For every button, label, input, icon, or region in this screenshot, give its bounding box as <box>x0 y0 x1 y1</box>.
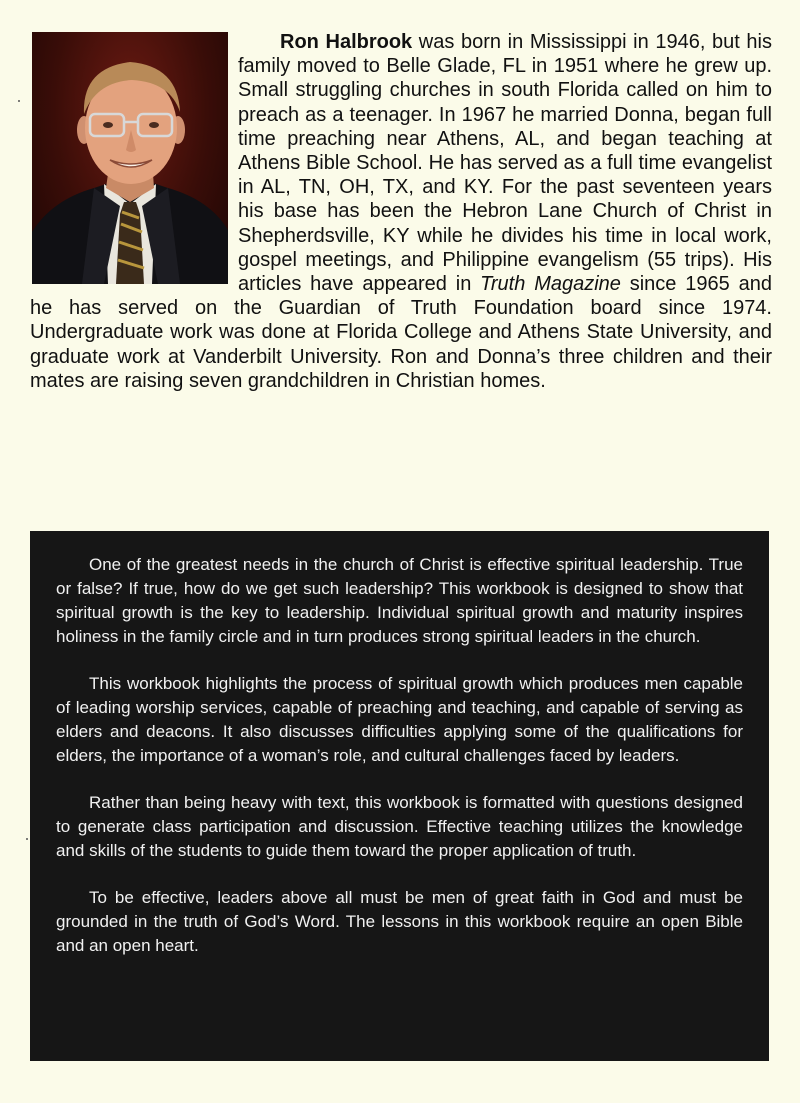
photo-spacer <box>30 30 238 280</box>
bio-text-part-1: was born in Mississippi in 1946, but his family moved to Belle Glade, FL in 1951 where he grew up. Small struggling churches in south Florida called on him to preach as a teenager. In 1967 he married Donna, began full time preaching near Athens, AL, and began teaching at Athens Bible School. He has served as a full time evangelist in AL, TN, OH, TX, and KY. For the past seventeen years his base has been the Hebron Lane Church of Christ in Shepherdsville, KY while he divides his time in local work, gospel meetings, and Philippine evangelism (55 trips). His articles have appeared in <box>238 31 772 296</box>
description-paragraph: To be effective, leaders above all must be men of great faith in God and must be grounded in the truth of God’s Word. The lessons in this workbook require an open Bible and an open heart. <box>56 888 743 955</box>
description-paragraph: This workbook highlights the process of spiritual growth which produces men capable of leading worship services, capable of preaching and teaching, and capable of serving as elders and deacons. It also discusses difficulties applying some of the qualifications for elders, the importance of a woman’s role, and cultural challenges faced by leaders. <box>56 674 743 765</box>
author-name: Ron Halbrook <box>280 31 413 53</box>
scan-speck <box>26 838 28 840</box>
description-paragraph: One of the greatest needs in the church of Christ is effective spiritual leadership. True or false? If true, how do we get such leadership? This workbook is designed to show that spiritual growth is the key to leadership. Individual spiritual growth and maturity inspires holiness in the family circle and in turn produces strong spiritual leaders in the church. <box>56 555 743 646</box>
magazine-title: Truth Magazine <box>480 273 621 296</box>
scan-speck <box>18 100 20 102</box>
bio-text-part-2: since 1965 and he has served on the Guardian of Truth Foundation board since 1974. Undergraduate work was done at Florida College and Athens State University, and graduate work at Vanderbilt University. Ron and Donna’s three children and their mates are raising seven grandchildren in Christian homes. <box>30 273 772 392</box>
book-description-panel <box>30 531 769 1061</box>
author-bio <box>30 30 772 393</box>
description-paragraph: Rather than being heavy with text, this workbook is formatted with questions designed to generate class participation and discussion. Effective teaching utilizes the knowledge and skills of the students to guide them toward the proper application of truth. <box>56 793 743 860</box>
